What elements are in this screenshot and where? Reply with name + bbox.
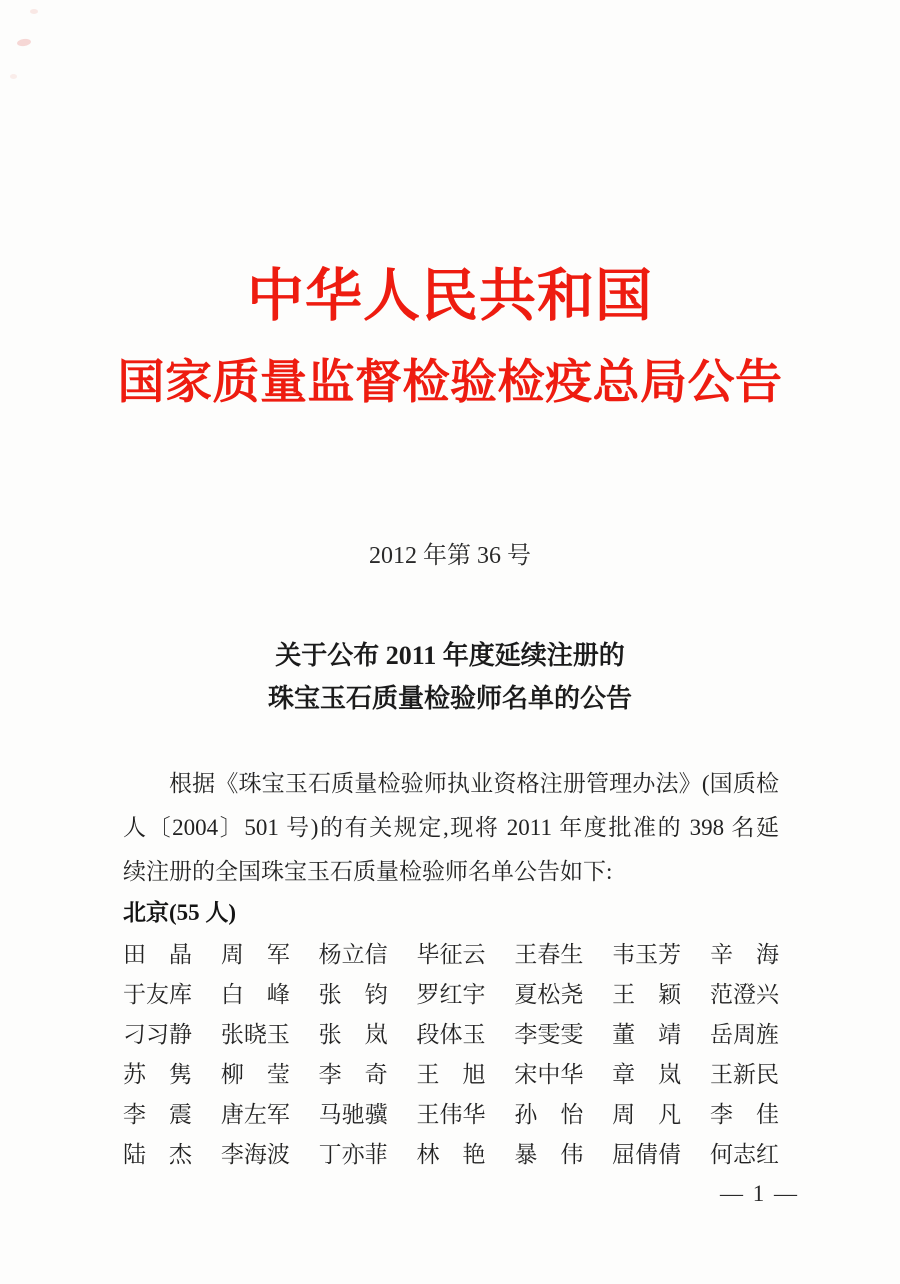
person-name: 岳周旌 (709, 1021, 779, 1047)
person-name: 李震 (123, 1101, 192, 1127)
person-name: 屈倩倩 (612, 1141, 682, 1167)
person-name: 李奇 (318, 1061, 388, 1087)
paragraph-line: 续注册的全国珠宝玉石质量检验师名单公告如下: (123, 859, 613, 884)
person-name: 杨立信 (318, 941, 388, 967)
person-name: 陆杰 (123, 1141, 192, 1167)
person-name: 唐左军 (220, 1101, 290, 1127)
person-name: 王新民 (709, 1061, 779, 1087)
person-name: 罗红宇 (416, 981, 486, 1007)
name-row (123, 1012, 779, 1052)
issuer-title-line1: 中华人民共和国 (247, 265, 653, 328)
name-row (123, 1052, 779, 1092)
name-row (123, 1132, 779, 1172)
person-name: 周凡 (612, 1101, 682, 1127)
paragraph-line: 人〔2004〕501 号)的有关规定,现将 2011 年度批准的 398 名延 (123, 815, 779, 840)
page-number: — 1 — (720, 1181, 799, 1206)
person-name: 辛海 (709, 941, 779, 967)
scan-speck (17, 38, 32, 47)
person-name: 白峰 (220, 981, 290, 1007)
person-name: 柳莹 (220, 1061, 290, 1087)
person-name: 马驰骥 (318, 1101, 388, 1127)
name-row (123, 1092, 779, 1132)
name-row (123, 972, 779, 1012)
person-name: 于友库 (123, 981, 192, 1007)
person-name: 夏松尧 (514, 981, 584, 1007)
person-name: 王伟华 (416, 1101, 486, 1127)
person-name: 段体玉 (416, 1021, 486, 1047)
person-name: 刁习静 (123, 1021, 192, 1047)
person-name: 林艳 (416, 1141, 486, 1167)
person-name: 王春生 (514, 941, 584, 967)
subject-line1: 关于公布 2011 年度延续注册的 (275, 641, 625, 670)
person-name: 张岚 (318, 1021, 388, 1047)
person-name: 李雯雯 (514, 1021, 584, 1047)
paragraph-line: 根据《珠宝玉石质量检验师执业资格注册管理办法》(国质检 (169, 771, 779, 796)
person-name: 范澄兴 (709, 981, 779, 1007)
person-name: 章岚 (612, 1061, 682, 1087)
issuer-title-line2: 国家质量监督检验检疫总局公告 (117, 357, 783, 409)
names-grid (123, 932, 779, 1172)
person-name: 田晶 (123, 941, 192, 967)
subject-line2: 珠宝玉石质量检验师名单的公告 (267, 684, 632, 713)
name-row (123, 932, 779, 972)
person-name: 毕征云 (416, 941, 486, 967)
person-name: 暴伟 (514, 1141, 584, 1167)
document-number: 2012 年第 36 号 (369, 543, 531, 569)
body-block (123, 762, 779, 1172)
intro-paragraph (123, 762, 779, 894)
person-name: 董靖 (612, 1021, 682, 1047)
scan-speck (30, 9, 38, 14)
person-name: 丁亦菲 (318, 1141, 388, 1167)
person-name: 苏隽 (123, 1061, 192, 1087)
person-name: 周军 (220, 941, 290, 967)
person-name: 孙怡 (514, 1101, 584, 1127)
person-name: 张晓玉 (220, 1021, 290, 1047)
person-name: 宋中华 (514, 1061, 584, 1087)
person-name: 李佳 (709, 1101, 779, 1127)
person-name: 王颖 (612, 981, 682, 1007)
person-name: 王旭 (416, 1061, 486, 1087)
announcement-subject (0, 634, 900, 720)
person-name: 何志红 (709, 1141, 779, 1167)
person-name: 韦玉芳 (612, 941, 682, 967)
person-name: 李海波 (220, 1141, 290, 1167)
region-heading-beijing: 北京(55 人) (123, 900, 237, 925)
person-name: 张钧 (318, 981, 388, 1007)
scan-speck (10, 74, 17, 79)
